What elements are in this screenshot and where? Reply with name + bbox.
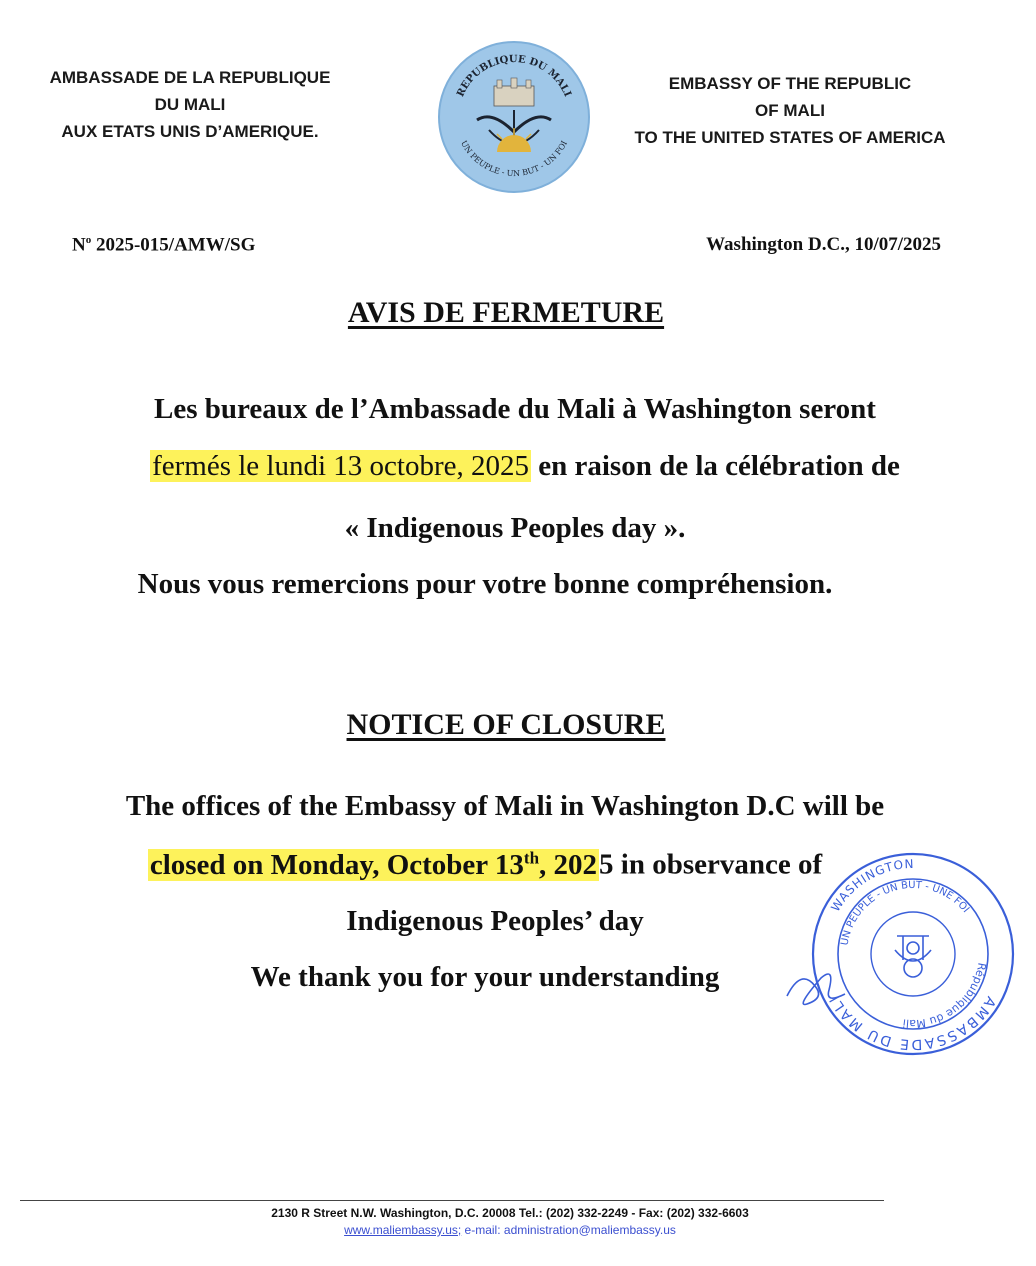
header-english-line-1: EMBASSY OF THE REPUBLIC: [668, 74, 912, 93]
english-notice-line-2-rest: 5 in observance of: [599, 848, 823, 881]
official-embassy-stamp: [785, 848, 1021, 1060]
reference-number-rest: 2025-015/AMW/SG: [91, 234, 256, 256]
french-notice-title: AVIS DE FERMETURE: [347, 296, 665, 329]
footer-address: 2130 R Street N.W. Washington, D.C. 20008 Tel.: (202) 332-2249 - Fax: (202) 332-6603: [271, 1206, 749, 1220]
header-french-line-3: AUX ETATS UNIS D’AMERIQUE.: [61, 122, 319, 141]
english-notice-line-3: Indigenous Peoples’ day: [346, 905, 644, 937]
reference-number-prefix: N: [72, 234, 86, 256]
header-french-line-1: AMBASSADE DE LA REPUBLIQUE: [49, 68, 331, 87]
english-notice-line-4: We thank you for your understanding: [250, 961, 720, 993]
header-french-line-2: DU MALI: [154, 95, 226, 114]
seal-bottom-text: UN PEUPLE - UN BUT - UN FOI: [458, 139, 570, 179]
french-closure-date-highlight: fermés le lundi 13 octobre, 2025: [152, 450, 529, 482]
header-english: [600, 70, 980, 151]
english-highlight-part-a: closed on Monday, October 13: [149, 848, 524, 881]
stamp-sub-text: République du Mali: [901, 961, 989, 1031]
place-and-date: Washington D.C., 10/07/2025: [706, 234, 941, 255]
footer-website-link[interactable]: www.maliembassy.us;: [344, 1223, 462, 1237]
seal-top-text: REPUBLIQUE DU MALI: [455, 53, 573, 99]
english-notice-title: NOTICE OF CLOSURE: [346, 708, 666, 741]
english-highlight-part-b: , 202: [539, 848, 598, 881]
english-highlight-sup: th: [523, 848, 540, 867]
footer-divider: [20, 1200, 884, 1201]
reference-number: [72, 234, 255, 256]
mali-coat-of-arms-seal: [437, 40, 591, 194]
stamp-motto-text: UN PEUPLE - UN BUT - UNE FOI: [839, 879, 972, 947]
footer-contact: [0, 1223, 1020, 1237]
stamp-washington-text: WASHINGTON: [828, 856, 915, 915]
french-notice-line-1: Les bureaux de l’Ambassade du Mali à Washington seront: [154, 393, 876, 425]
stamp-outer-text: AMBASSADE DU MALI: [826, 991, 999, 1053]
header-english-line-2: OF MALI: [755, 101, 825, 120]
english-notice-line-1: The offices of the Embassy of Mali in Washington D.C will be: [125, 790, 885, 822]
french-notice-line-2-rest: en raison de la célébration de: [530, 450, 900, 482]
english-closure-date-highlight: [148, 849, 599, 881]
reference-number-sup: o: [85, 234, 92, 246]
footer-email[interactable]: e-mail: administration@maliembassy.us: [461, 1223, 676, 1237]
french-notice-line-3: « Indigenous Peoples day ».: [344, 512, 686, 544]
header-english-line-3: TO THE UNITED STATES OF AMERICA: [634, 128, 946, 147]
header-french: [30, 64, 350, 145]
french-notice-line-4: Nous vous remercions pour votre bonne compréhension.: [137, 568, 833, 600]
french-notice-line-2: [10, 450, 1036, 483]
